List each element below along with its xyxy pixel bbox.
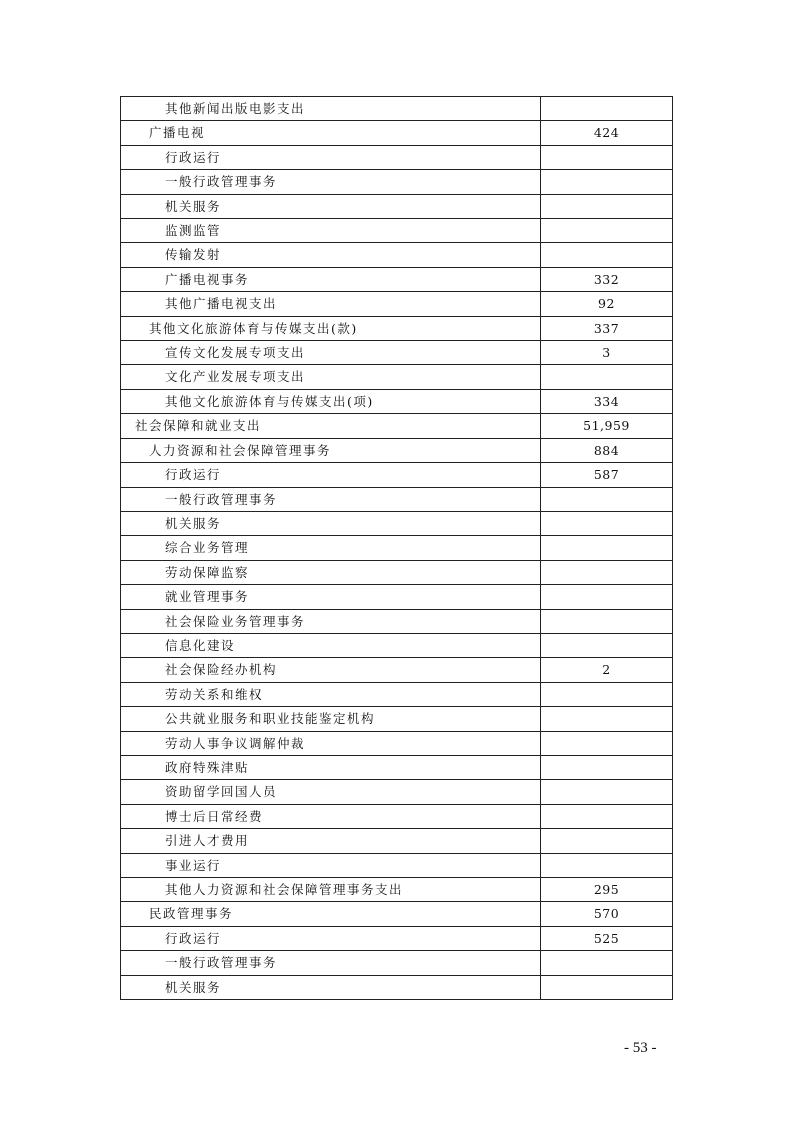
table-row [121, 707, 673, 731]
table-row [121, 780, 673, 804]
item-value-cell [541, 829, 673, 853]
item-value-cell [541, 853, 673, 877]
item-value-cell [541, 609, 673, 633]
table-row [121, 487, 673, 511]
item-value-cell [541, 170, 673, 194]
page-number: - 53 - [624, 1040, 657, 1056]
table-row [121, 682, 673, 706]
table-row [121, 804, 673, 828]
item-value-cell: 570 [541, 902, 673, 926]
item-value-cell [541, 780, 673, 804]
item-name-cell: 事业运行 [121, 853, 541, 877]
item-name-cell: 机关服务 [121, 975, 541, 999]
item-value-cell [541, 194, 673, 218]
item-name-cell: 劳动保障监察 [121, 560, 541, 584]
item-name-cell: 其他文化旅游体育与传媒支出(款) [121, 316, 541, 340]
item-value-cell: 884 [541, 438, 673, 462]
table-row [121, 951, 673, 975]
item-value-cell [541, 145, 673, 169]
table-row [121, 121, 673, 145]
table-row [121, 585, 673, 609]
item-value-cell [541, 243, 673, 267]
item-name-cell: 社会保障和就业支出 [121, 414, 541, 438]
item-name-cell: 社会保险经办机构 [121, 658, 541, 682]
item-value-cell [541, 585, 673, 609]
item-value-cell: 295 [541, 878, 673, 902]
item-name-cell: 监测监管 [121, 219, 541, 243]
item-value-cell [541, 804, 673, 828]
item-name-cell: 就业管理事务 [121, 585, 541, 609]
table-row [121, 633, 673, 657]
table-row [121, 902, 673, 926]
item-name-cell: 一般行政管理事务 [121, 951, 541, 975]
table-row [121, 829, 673, 853]
item-value-cell [541, 951, 673, 975]
item-value-cell [541, 365, 673, 389]
item-name-cell: 劳动人事争议调解仲裁 [121, 731, 541, 755]
item-name-cell: 综合业务管理 [121, 536, 541, 560]
item-value-cell: 332 [541, 267, 673, 291]
item-name-cell: 传输发射 [121, 243, 541, 267]
table-row [121, 609, 673, 633]
table-row [121, 926, 673, 950]
item-value-cell: 525 [541, 926, 673, 950]
item-value-cell: 3 [541, 341, 673, 365]
table-row [121, 145, 673, 169]
item-name-cell: 其他广播电视支出 [121, 292, 541, 316]
item-name-cell: 其他新闻出版电影支出 [121, 97, 541, 121]
item-value-cell [541, 633, 673, 657]
item-value-cell [541, 511, 673, 535]
table-row [121, 560, 673, 584]
item-value-cell: 334 [541, 389, 673, 413]
item-name-cell: 公共就业服务和职业技能鉴定机构 [121, 707, 541, 731]
table-row [121, 463, 673, 487]
item-name-cell: 劳动关系和维权 [121, 682, 541, 706]
table-row [121, 975, 673, 999]
table-row [121, 219, 673, 243]
table-row [121, 341, 673, 365]
item-value-cell [541, 487, 673, 511]
table-row [121, 414, 673, 438]
item-name-cell: 其他人力资源和社会保障管理事务支出 [121, 878, 541, 902]
table-row [121, 316, 673, 340]
item-name-cell: 行政运行 [121, 145, 541, 169]
item-name-cell: 博士后日常经费 [121, 804, 541, 828]
item-value-cell [541, 97, 673, 121]
item-value-cell [541, 731, 673, 755]
item-value-cell [541, 755, 673, 779]
item-name-cell: 社会保险业务管理事务 [121, 609, 541, 633]
item-name-cell: 广播电视 [121, 121, 541, 145]
table-body [121, 97, 673, 1000]
table-row [121, 658, 673, 682]
item-name-cell: 信息化建设 [121, 633, 541, 657]
item-name-cell: 民政管理事务 [121, 902, 541, 926]
item-value-cell: 92 [541, 292, 673, 316]
item-value-cell: 587 [541, 463, 673, 487]
item-name-cell: 人力资源和社会保障管理事务 [121, 438, 541, 462]
item-value-cell [541, 219, 673, 243]
item-value-cell: 337 [541, 316, 673, 340]
item-name-cell: 文化产业发展专项支出 [121, 365, 541, 389]
item-name-cell: 引进人才费用 [121, 829, 541, 853]
table-row [121, 536, 673, 560]
item-value-cell: 2 [541, 658, 673, 682]
item-name-cell: 一般行政管理事务 [121, 170, 541, 194]
item-name-cell: 机关服务 [121, 194, 541, 218]
item-value-cell [541, 536, 673, 560]
table-row [121, 755, 673, 779]
table-row [121, 194, 673, 218]
table-row [121, 438, 673, 462]
table-row [121, 853, 673, 877]
item-name-cell: 一般行政管理事务 [121, 487, 541, 511]
table-row [121, 365, 673, 389]
table-row [121, 170, 673, 194]
item-value-cell: 51,959 [541, 414, 673, 438]
item-name-cell: 其他文化旅游体育与传媒支出(项) [121, 389, 541, 413]
item-value-cell [541, 560, 673, 584]
item-value-cell [541, 975, 673, 999]
table-row [121, 267, 673, 291]
table-row [121, 97, 673, 121]
budget-table [120, 96, 673, 1000]
table-row [121, 243, 673, 267]
table-row [121, 389, 673, 413]
item-name-cell: 宣传文化发展专项支出 [121, 341, 541, 365]
item-name-cell: 资助留学回国人员 [121, 780, 541, 804]
item-value-cell [541, 707, 673, 731]
table-row [121, 292, 673, 316]
item-name-cell: 机关服务 [121, 511, 541, 535]
item-name-cell: 行政运行 [121, 463, 541, 487]
table-row [121, 878, 673, 902]
item-name-cell: 政府特殊津贴 [121, 755, 541, 779]
table-row [121, 511, 673, 535]
item-name-cell: 行政运行 [121, 926, 541, 950]
item-value-cell: 424 [541, 121, 673, 145]
table-row [121, 731, 673, 755]
item-value-cell [541, 682, 673, 706]
item-name-cell: 广播电视事务 [121, 267, 541, 291]
